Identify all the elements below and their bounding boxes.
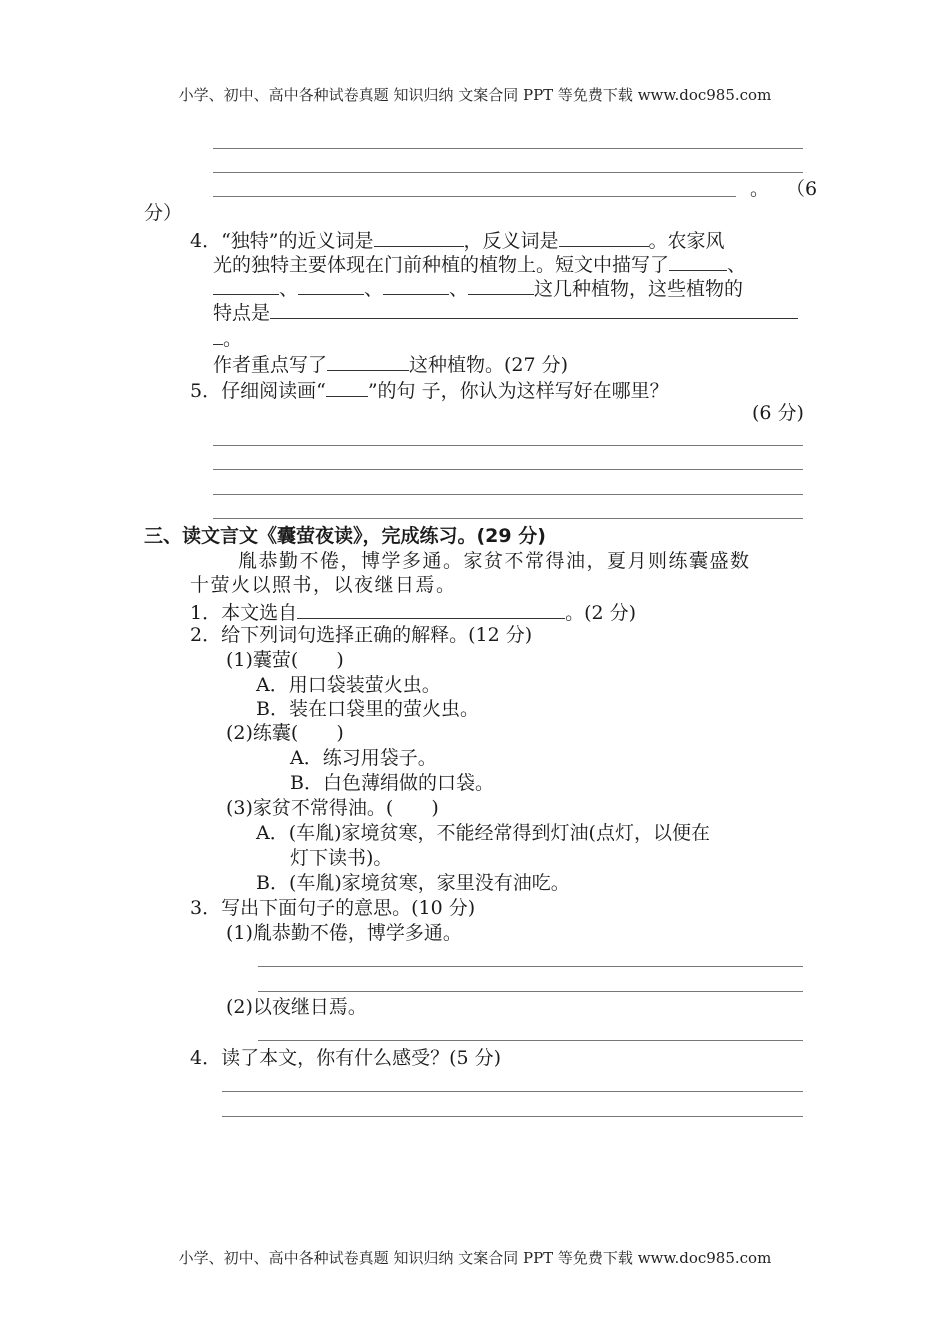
answer-line[interactable]	[213, 494, 803, 495]
passage-line: 胤恭勤不倦，博学多通。家贫不常得油，夏月则练囊盛数	[238, 550, 751, 572]
question-text: 作者重点写了	[213, 354, 328, 376]
underline-mark	[326, 378, 368, 397]
answer-line[interactable]	[222, 1091, 803, 1092]
answer-line[interactable]	[213, 469, 803, 470]
question-3	[190, 897, 475, 919]
answer-line[interactable]	[222, 1116, 803, 1117]
feature-blank[interactable]	[270, 300, 798, 319]
question-number: 2．	[190, 624, 222, 646]
answer-line[interactable]	[213, 445, 803, 446]
question-text: 本文选自	[221, 602, 298, 624]
plant-blank[interactable]	[298, 276, 364, 295]
question-text: 这种植物。(27 分)	[409, 354, 569, 376]
page-footer: 小学、初中、高中各种试卷真题 知识归纳 文案合同 PPT 等免费下载 www.doc985.com	[178, 1249, 772, 1267]
plant-blank[interactable]	[468, 276, 534, 295]
antonym-blank[interactable]	[559, 228, 649, 247]
question-2	[190, 624, 532, 646]
answer-line	[213, 148, 803, 149]
period: 。	[223, 328, 243, 350]
question-4-line3	[213, 276, 743, 300]
question-text: 读了本文，你有什么感受？(5 分)	[221, 1047, 502, 1069]
option-a-continued: 灯下读书)。	[290, 847, 393, 869]
question-text: 仔细阅读画“	[221, 380, 326, 402]
passage-line: 十萤火以照书，以夜继日焉。	[190, 574, 457, 596]
question-number: 4．	[190, 230, 222, 252]
option-b[interactable]: B．(车胤)家境贫寒，家里没有油吃。	[256, 872, 570, 894]
question-text: 光的独特主要体现在门前种植的植物上。短文中描写了	[213, 254, 670, 276]
plant-blank[interactable]	[669, 252, 727, 271]
question-text: 。农家风	[648, 230, 725, 252]
sub-question: (2)以夜继日焉。	[226, 996, 367, 1018]
score-label: （6	[786, 178, 818, 200]
question-number: 5．	[190, 380, 222, 402]
question-text: “独特”的近义词是	[221, 230, 374, 252]
option-a[interactable]: A．练习用袋子。	[290, 747, 437, 769]
feature-blank[interactable]	[213, 326, 223, 345]
synonym-blank[interactable]	[374, 228, 464, 247]
plant-blank[interactable]	[383, 276, 449, 295]
answer-line[interactable]	[258, 966, 803, 967]
score-label: (6 分)	[752, 402, 804, 424]
sub-question: (3)家贫不常得油。( )	[226, 797, 439, 819]
sub-question: (2)练囊( )	[226, 722, 344, 744]
period: 。	[750, 178, 770, 200]
option-b[interactable]: B．白色薄绢做的口袋。	[290, 772, 494, 794]
question-text: 给下列词句选择正确的解释。(12 分)	[221, 624, 533, 646]
separator: 、	[279, 278, 299, 300]
section-title: 三、读文言文《囊萤夜读》，完成练习。(29 分)	[144, 525, 546, 547]
question-4-reflection	[190, 1047, 501, 1069]
question-text: ”的句 子，你认为这样写好在哪里？	[367, 380, 669, 402]
question-text: 。(2 分)	[565, 602, 637, 624]
sub-question: (1)胤恭勤不倦，博学多通。	[226, 922, 462, 944]
answer-line[interactable]	[258, 991, 803, 992]
separator: 、	[727, 254, 747, 276]
question-5	[190, 378, 669, 402]
question-4-line4	[213, 300, 798, 324]
source-blank[interactable]	[297, 600, 565, 619]
question-4-line2	[213, 252, 746, 276]
question-4-line6	[213, 352, 568, 376]
separator: 、	[364, 278, 384, 300]
question-text: 特点是	[213, 302, 271, 324]
main-plant-blank[interactable]	[327, 352, 409, 371]
question-number: 1．	[190, 602, 222, 624]
question-4	[190, 228, 725, 252]
question-text: 写出下面句子的意思。(10 分)	[221, 897, 476, 919]
answer-line[interactable]	[258, 1040, 803, 1041]
question-number: 3．	[190, 897, 222, 919]
question-number: 4．	[190, 1047, 222, 1069]
answer-line	[213, 196, 736, 197]
question-text: 这几种植物，这些植物的	[534, 278, 744, 300]
score-label: 分）	[144, 202, 183, 224]
answer-line	[213, 172, 803, 173]
answer-line[interactable]	[213, 518, 803, 519]
option-a[interactable]: A．(车胤)家境贫寒，不能经常得到灯油(点灯，以便在	[256, 822, 710, 844]
question-text: ，反义词是	[463, 230, 559, 252]
question-4-line5	[213, 326, 242, 350]
page-header: 小学、初中、高中各种试卷真题 知识归纳 文案合同 PPT 等免费下载 www.doc985.com	[178, 86, 772, 104]
question-1	[190, 600, 636, 624]
option-a[interactable]: A．用口袋装萤火虫。	[256, 674, 441, 696]
plant-blank[interactable]	[213, 276, 279, 295]
sub-question: (1)囊萤( )	[226, 649, 344, 671]
option-b[interactable]: B．装在口袋里的萤火虫。	[256, 698, 479, 720]
separator: 、	[449, 278, 469, 300]
